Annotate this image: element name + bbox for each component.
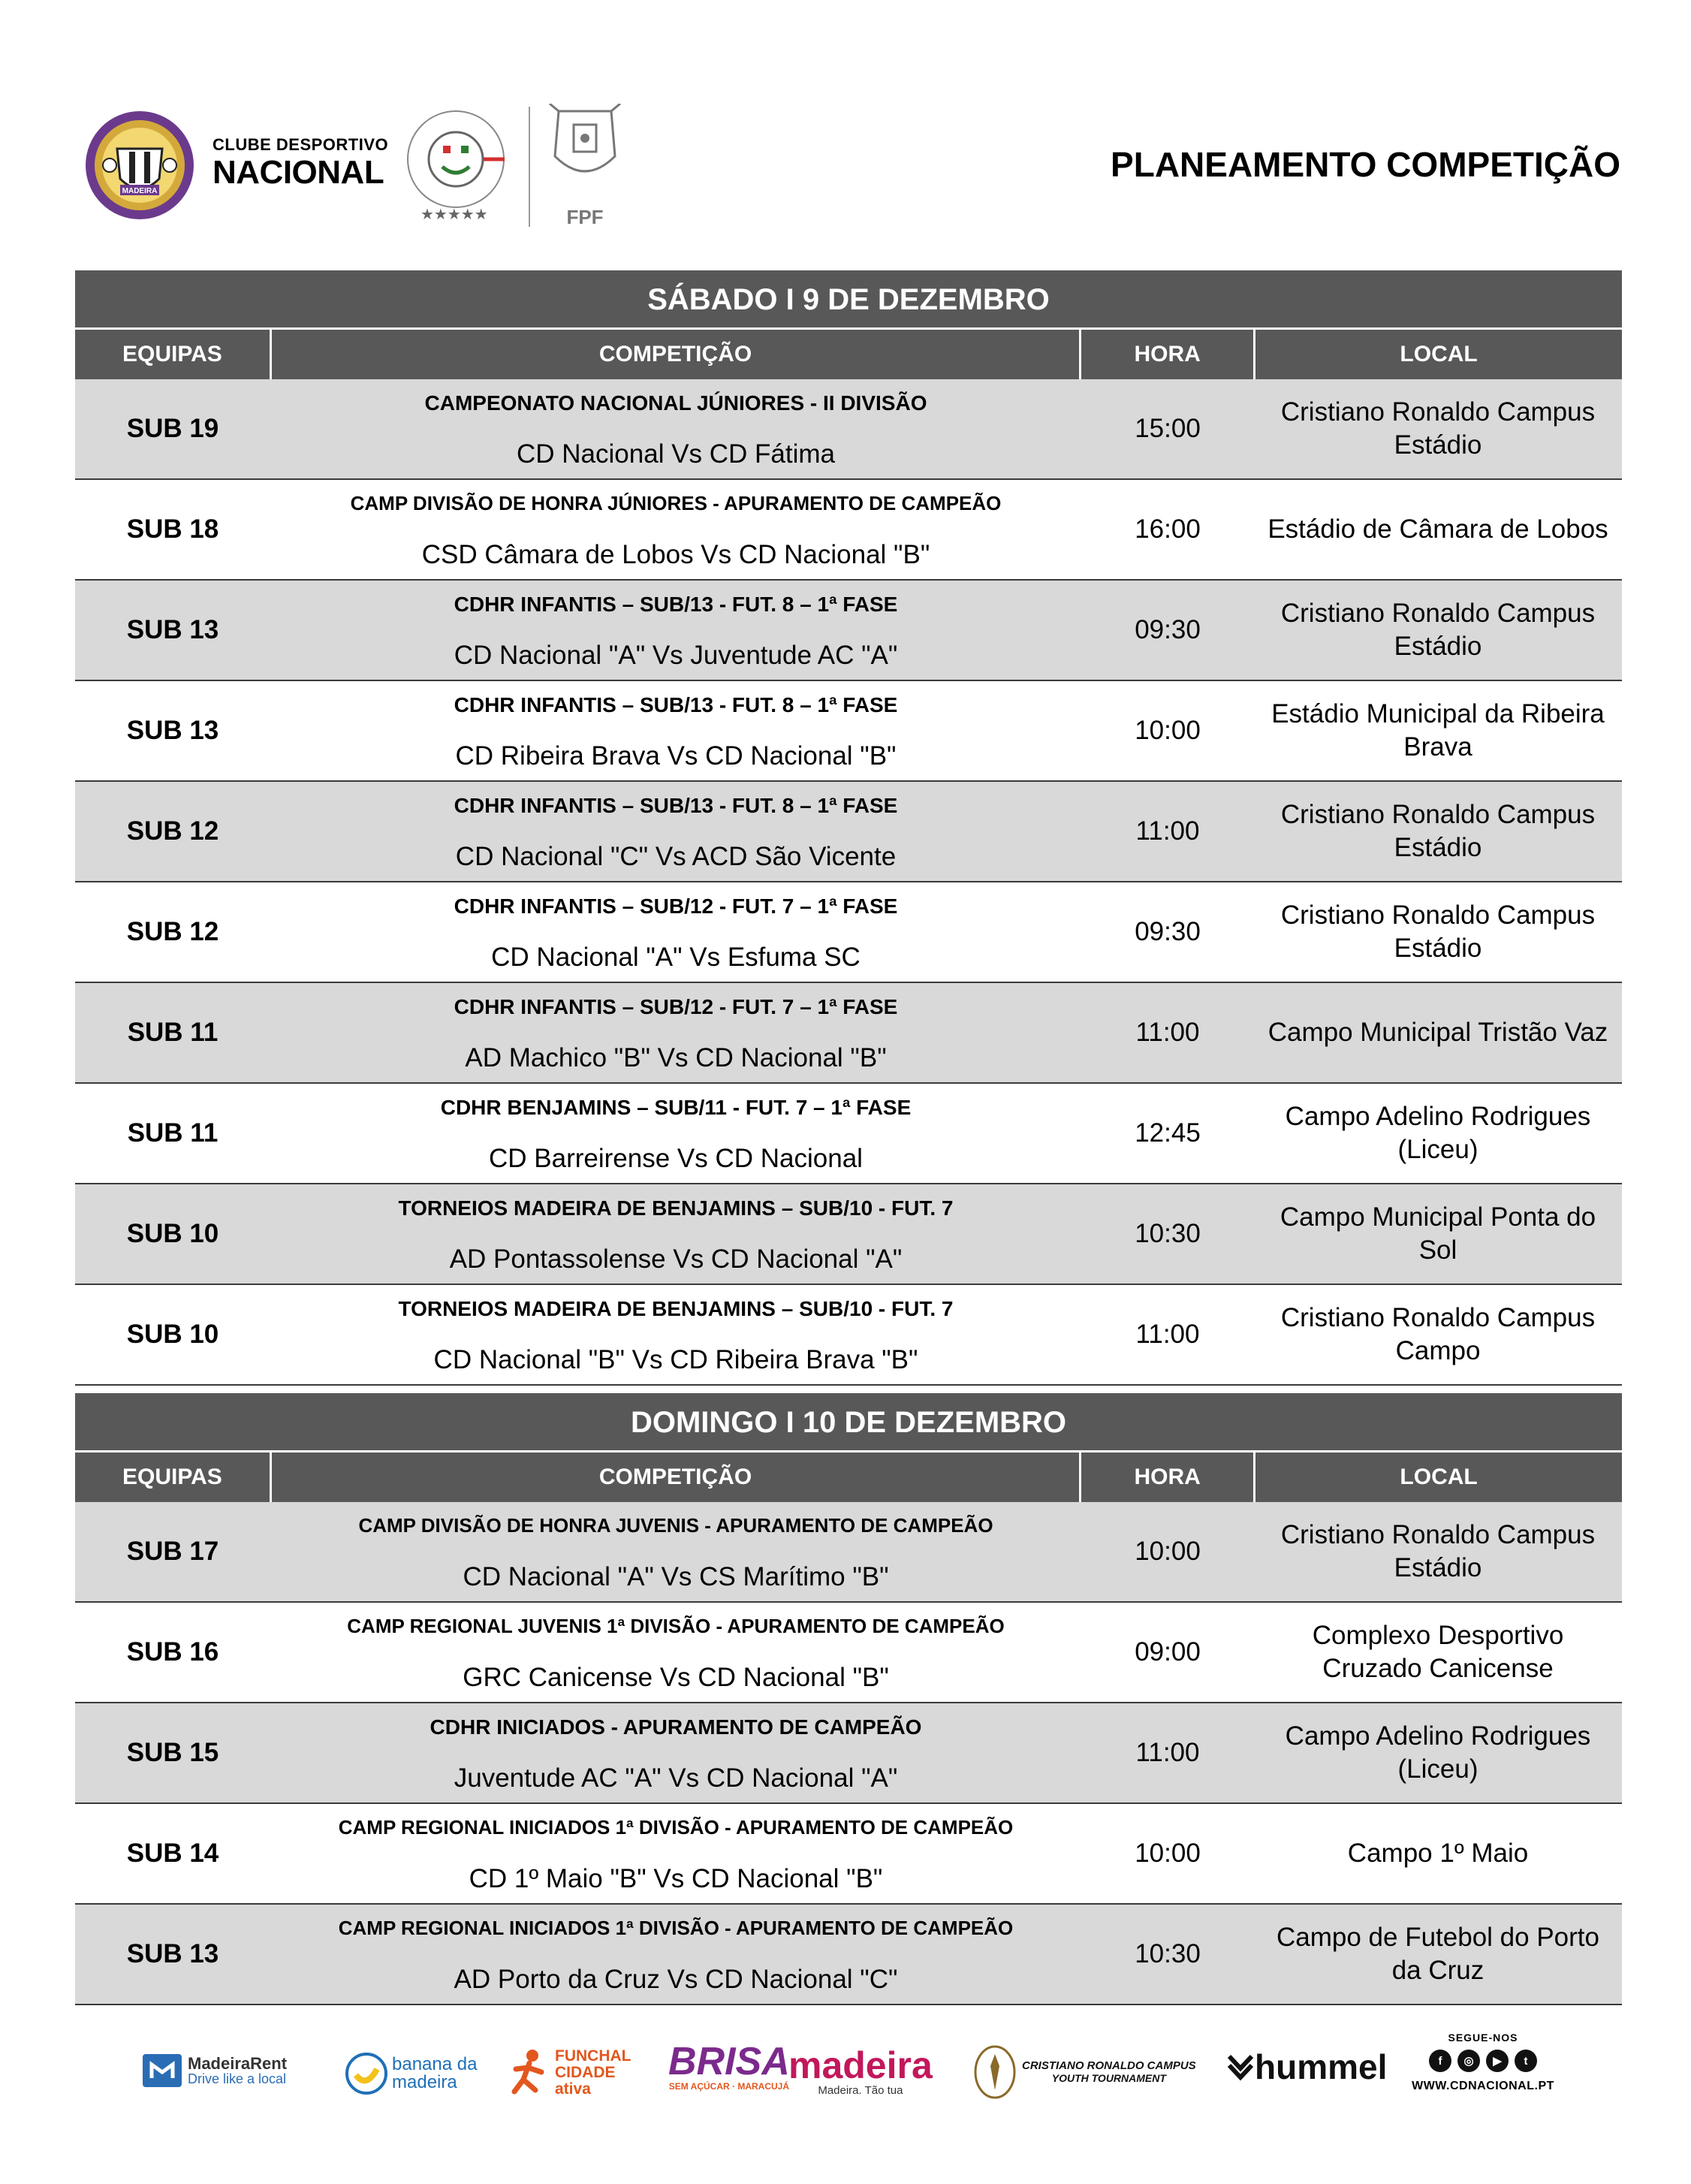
competition-name: CDHR INFANTIS – SUB/12 - FUT. 7 – 1ª FASE [454,894,898,918]
team-cell: SUB 19 [126,414,219,443]
club-name-line2: NACIONAL [213,154,384,191]
match-fixture: CD Nacional "A" Vs Juventude AC "A" [454,641,898,670]
time-cell: 12:45 [1135,1118,1201,1148]
col-time: HORA [1079,330,1253,379]
follow-label: SEGUE-NOS [1448,2032,1518,2044]
team-cell: SUB 10 [126,1320,219,1349]
sponsor-madeirarent [143,2054,287,2087]
competition-cell [270,1603,1081,1702]
col-venue: LOCAL [1253,330,1622,379]
cr-campus-emblem-icon [972,2044,1017,2101]
table-row [75,581,1622,681]
sponsor-visit-madeira [788,2044,933,2097]
time-cell: 09:00 [1135,1637,1201,1667]
competition-cell [270,379,1081,478]
venue-cell: Campo Adelino Rodrigues (Liceu) [1285,1102,1591,1164]
competition-name: TORNEIOS MADEIRA DE BENJAMINS – SUB/10 - FUT. 7 [398,1196,954,1220]
match-fixture: CD Nacional Vs CD Fátima [517,439,835,469]
table-row [75,379,1622,480]
sponsor-banana-madeira [345,2053,482,2095]
time-cell: 11:00 [1135,1738,1200,1767]
venue-cell: Estádio de Câmara de Lobos [1267,514,1608,544]
svg-text:★★★★★: ★★★★★ [420,205,488,223]
instagram-icon[interactable]: ◎ [1457,2050,1480,2072]
club-name-line1: CLUBE DESPORTIVO [213,135,389,154]
day-header: SÁBADO I 9 DE DEZEMBRO [75,270,1622,327]
schedule-sunday [75,1393,1622,2005]
twitter-icon[interactable]: t [1515,2050,1537,2072]
competition-cell [270,1804,1081,1903]
match-fixture: Juventude AC "A" Vs CD Nacional "A" [454,1763,898,1793]
competition-cell [270,581,1081,680]
venue-cell: Campo de Futebol do Porto da Cruz [1277,1923,1599,1985]
venue-cell: Campo 1º Maio [1347,1839,1529,1868]
venue-cell: Campo Municipal Ponta do Sol [1280,1202,1596,1265]
col-time: HORA [1079,1452,1253,1502]
game-rows [75,379,1622,1386]
sponsor-footer [143,2032,1554,2114]
page-title: PLANEAMENTO COMPETIÇÃO [1111,145,1620,184]
time-cell: 10:30 [1135,1219,1201,1248]
team-cell: SUB 13 [126,716,219,745]
facebook-icon[interactable]: f [1429,2050,1451,2072]
column-headers [75,327,1622,379]
match-fixture: CD Barreirense Vs CD Nacional [489,1144,863,1173]
venue-cell: Cristiano Ronaldo Campus Estádio [1280,900,1596,963]
col-teams: EQUIPAS [75,1452,270,1502]
sponsor-name: hummel [1255,2047,1388,2086]
competition-cell [270,480,1081,579]
col-competition: COMPETIÇÃO [270,1452,1079,1502]
certified-training-entity-seal [399,105,512,225]
competition-name: CDHR BENJAMINS – SUB/11 - FUT. 7 – 1ª FASE [440,1096,912,1119]
sponsor-brisa [668,2042,790,2092]
venue-cell: Cristiano Ronaldo Campus Estádio [1280,599,1596,661]
table-row [75,1184,1622,1285]
competition-name: CDHR INFANTIS – SUB/13 - FUT. 8 – 1ª FASE [454,794,898,817]
venue-cell: Complexo Desportivo Cruzado Canicense [1312,1621,1564,1683]
sponsor-tagline: YOUTH TOURNAMENT [1051,2071,1166,2084]
team-cell: SUB 14 [126,1839,219,1868]
venue-cell: Cristiano Ronaldo Campus Estádio [1280,800,1596,862]
competition-name: CAMP REGIONAL INICIADOS 1ª DIVISÃO - APURAMENTO DE CAMPEÃO [338,1917,1014,1939]
venue-cell: Campo Municipal Tristão Vaz [1267,1018,1608,1047]
match-fixture: GRC Canicense Vs CD Nacional "B" [463,1663,889,1692]
banana-icon [345,2053,387,2095]
venue-cell: Cristiano Ronaldo Campus Estádio [1280,1520,1596,1582]
match-fixture: CD Ribeira Brava Vs CD Nacional "B" [455,741,897,771]
time-cell: 11:00 [1135,1320,1200,1349]
team-cell: SUB 16 [126,1637,219,1667]
team-cell: SUB 13 [126,1939,219,1968]
team-cell: SUB 13 [126,615,219,644]
competition-name: CDHR INFANTIS – SUB/13 - FUT. 8 – 1ª FASE [454,693,898,716]
competition-cell [270,983,1081,1082]
match-fixture: CSD Câmara de Lobos Vs CD Nacional "B" [421,540,930,569]
sponsor-name: banana da madeira [392,2054,478,2092]
team-cell: SUB 12 [126,917,219,946]
madeirarent-icon [143,2054,182,2087]
running-figure-icon [507,2047,552,2099]
competition-name: CDHR INFANTIS – SUB/13 - FUT. 8 – 1ª FASE [454,593,898,616]
time-cell: 09:30 [1135,615,1201,644]
table-row [75,1703,1622,1804]
youtube-icon[interactable]: ▶ [1486,2050,1509,2072]
match-fixture: CD Nacional "C" Vs ACD São Vicente [455,842,897,871]
team-cell: SUB 10 [126,1219,219,1248]
match-fixture: CD 1º Maio "B" Vs CD Nacional "B" [469,1864,883,1893]
schedule-saturday [75,270,1622,1386]
table-row [75,1905,1622,2005]
table-row [75,1084,1622,1184]
table-row [75,1285,1622,1386]
fpf-logo-text: FPF [566,206,604,228]
table-row [75,681,1622,782]
sponsor-tagline: Drive like a local [188,2071,287,2086]
sponsor-name: madeira [788,2044,933,2086]
social-icons [1408,2050,1558,2072]
game-rows [75,1502,1622,2005]
team-cell: SUB 11 [127,1018,219,1047]
sponsor-name: FUNCHAL CIDADE ativa [555,2047,631,2098]
sponsor-tagline: SEM AÇÚCAR · MARACUJÁ [668,2081,789,2092]
venue-cell: Estádio Municipal da Ribeira Brava [1271,699,1605,762]
follow-us [1408,2032,1558,2093]
sponsor-name: MadeiraRent [188,2054,288,2073]
sponsor-funchal-cidade-ativa [507,2047,638,2099]
match-fixture: CD Nacional "A" Vs Esfuma SC [491,943,861,972]
hummel-chevron-icon [1228,2052,1253,2082]
col-competition: COMPETIÇÃO [270,330,1079,379]
competition-name: CDHR INICIADOS - APURAMENTO DE CAMPEÃO [430,1715,922,1739]
competition-cell [270,681,1081,780]
sponsor-hummel [1228,2047,1388,2086]
time-cell: 10:00 [1135,1537,1201,1566]
table-row [75,1804,1622,1905]
table-row [75,1502,1622,1603]
match-fixture: AD Pontassolense Vs CD Nacional "A" [449,1244,903,1274]
competition-cell [270,882,1081,982]
table-row [75,480,1622,581]
time-cell: 10:00 [1135,1839,1201,1868]
website-link[interactable]: WWW.CDNACIONAL.PT [1412,2080,1554,2092]
team-cell: SUB 11 [127,1118,219,1148]
time-cell: 10:00 [1135,716,1201,745]
competition-name: CAMPEONATO NACIONAL JÚNIORES - II DIVISÃO [424,391,927,415]
club-crest-logo [84,110,195,221]
venue-cell: Cristiano Ronaldo Campus Campo [1280,1303,1596,1365]
competition-cell [270,1184,1081,1284]
match-fixture: AD Machico "B" Vs CD Nacional "B" [465,1043,887,1072]
col-venue: LOCAL [1253,1452,1622,1502]
competition-cell [270,1905,1081,2004]
time-cell: 11:00 [1135,1018,1200,1047]
col-teams: EQUIPAS [75,330,270,379]
day-header: DOMINGO I 10 DE DEZEMBRO [75,1393,1622,1450]
competition-cell [270,1285,1081,1384]
time-cell: 10:30 [1135,1939,1201,1968]
team-cell: SUB 15 [126,1738,219,1767]
match-fixture: CD Nacional "B" Vs CD Ribeira Brava "B" [433,1345,918,1374]
competition-name: CAMP REGIONAL INICIADOS 1ª DIVISÃO - APURAMENTO DE CAMPEÃO [338,1816,1014,1839]
fpf-logo [544,104,626,231]
table-row [75,1603,1622,1703]
team-cell: SUB 12 [126,816,219,846]
time-cell: 15:00 [1135,414,1201,443]
club-name [213,137,388,189]
time-cell: 16:00 [1135,514,1201,544]
competition-name: CDHR INFANTIS – SUB/12 - FUT. 7 – 1ª FASE [454,995,898,1018]
competition-name: CAMP REGIONAL JUVENIS 1ª DIVISÃO - APURAMENTO DE CAMPEÃO [347,1615,1005,1637]
competition-cell [270,782,1081,881]
team-cell: SUB 18 [126,514,219,544]
competition-name: CAMP DIVISÃO DE HONRA JÚNIORES - APURAMENTO DE CAMPEÃO [350,492,1002,514]
table-row [75,882,1622,983]
time-cell: 09:30 [1135,917,1201,946]
club-crest-text: MADEIRA [122,187,158,195]
venue-cell: Campo Adelino Rodrigues (Liceu) [1285,1721,1591,1784]
page-header [75,98,1622,240]
sponsor-name: CRISTIANO RONALDO CAMPUS [1022,2059,1196,2073]
venue-cell: Cristiano Ronaldo Campus Estádio [1280,397,1596,460]
competition-name: CAMP DIVISÃO DE HONRA JUVENIS - APURAMENTO DE CAMPEÃO [358,1514,993,1537]
time-cell: 11:00 [1135,816,1200,846]
match-fixture: AD Porto da Cruz Vs CD Nacional "C" [454,1965,898,1994]
team-cell: SUB 17 [126,1537,219,1566]
competition-cell [270,1703,1081,1802]
competition-cell [270,1502,1081,1601]
match-fixture: CD Nacional "A" Vs CS Marítimo "B" [463,1562,889,1591]
logo-divider [529,107,530,227]
sponsor-name: BRISA [668,2040,790,2083]
sponsor-tagline: Madeira. Tão tua [818,2084,903,2097]
competition-name: TORNEIOS MADEIRA DE BENJAMINS – SUB/10 - FUT. 7 [398,1297,954,1320]
table-row [75,782,1622,882]
table-row [75,983,1622,1084]
column-headers [75,1450,1622,1502]
competition-cell [270,1084,1081,1183]
sponsor-cr-campus [972,2044,1196,2101]
